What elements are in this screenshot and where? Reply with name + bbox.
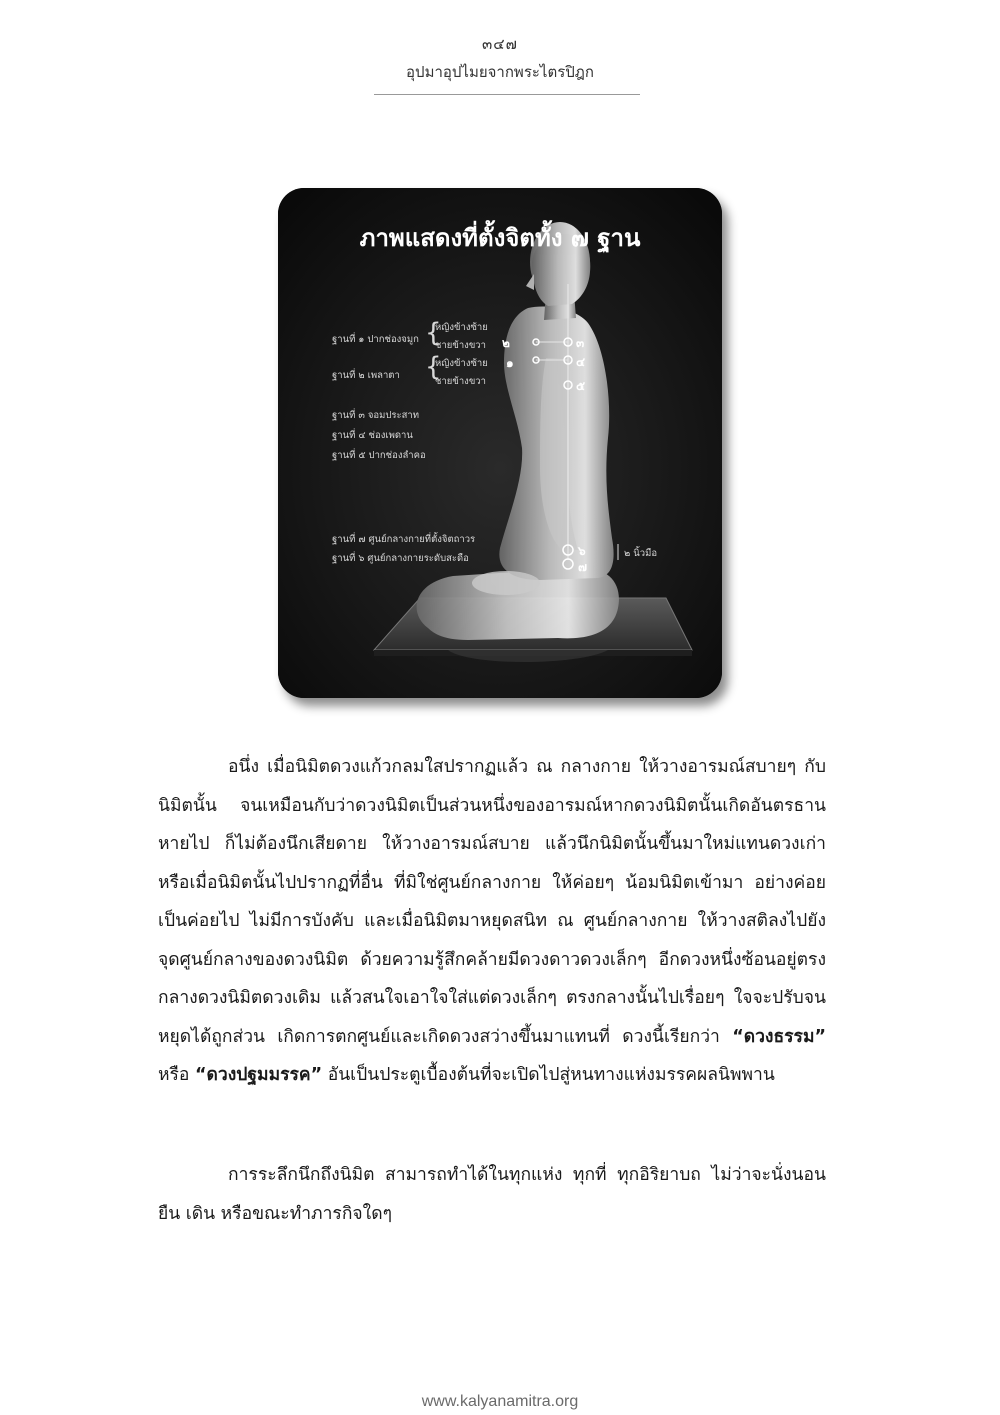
brace-base-2: { — [425, 352, 442, 382]
label-base-2-male: ชายข้างขวา — [435, 376, 486, 387]
label-base-4: ฐานที่ ๔ ช่องเพดาน — [332, 430, 413, 441]
marker-label-5: ๕ — [576, 379, 586, 393]
footer-url: www.kalyanamitra.org — [421, 1393, 579, 1410]
term-pathama-magga-sphere: “ดวงปฐมมรรค” — [195, 1065, 323, 1085]
label-base-5: ฐานที่ ๕ ปากช่องลำคอ — [332, 450, 426, 461]
running-title: อุปมาอุปไมยจากพระไตรปิฎก — [406, 63, 594, 81]
marker-label-7: ๗ — [578, 560, 588, 574]
meditation-bases-figure — [278, 188, 722, 698]
figure-title: ภาพแสดงที่ตั้งจิตทั้ง ๗ ฐาน — [359, 224, 641, 252]
seated-figure-illustration — [278, 188, 722, 698]
label-base-1: ฐานที่ ๑ ปากช่องจมูก — [332, 334, 419, 345]
paragraph-2 — [158, 1156, 826, 1233]
paragraph-1-text-c: อันเป็นประตูเบื้องต้นที่จะเปิดไปสู่หนทางแห่งมรรคผลนิพพาน — [327, 1065, 775, 1085]
label-base-2: ฐานที่ ๒ เพลาตา — [332, 370, 400, 381]
label-base-1-male: ชายข้างขวา — [435, 340, 486, 351]
label-base-7: ฐานที่ ๗ ศูนย์กลางกายที่ตั้งจิตถาวร — [332, 534, 476, 545]
header-divider — [374, 94, 640, 95]
paragraph-1 — [158, 748, 826, 1095]
label-base-2-female: หญิงข้างซ้าย — [435, 358, 488, 369]
marker-label-6: ๖ — [578, 544, 586, 558]
brace-base-1: { — [425, 318, 442, 348]
page-number: ๓๔๗ — [482, 35, 518, 53]
term-dhamma-sphere: “ดวงธรรม” — [732, 1026, 826, 1047]
paragraph-1-text-b: หรือ — [158, 1065, 190, 1085]
label-two-fingers: ๒ นิ้วมือ — [624, 548, 658, 559]
paragraph-1-text-a: อนึ่ง เมื่อนิมิตดวงแก้วกลมใสปรากฏแล้ว ณ กลางกาย ให้วางอารมณ์สบายๆ กับนิมิตนั้น จนเหมือนกับว่าดวงนิมิตเป็นส่วนหนึ่งของอารมณ์หากดวงนิมิตนั้นเกิดอันตรธานหายไป ก็ไม่ต้องนึกเสียดาย ให้วางอารมณ์สบาย แล้วนึกนิมิตนั้นขึ้นมาใหม่แทนดวงเก่า หรือเมื่อนิมิตนั้นไปปรากฏที่อื่น ที่มิใช่ศูนย์กลางกาย ให้ค่อยๆ น้อมนิมิตเข้ามา อย่างค่อยเป็นค่อยไป ไม่มีการบังคับ และเมื่อนิมิตมาหยุดสนิท ณ ศูนย์กลางกาย ให้วางสติลงไปยังจุดศูนย์กลางของดวงนิมิต ด้วยความรู้สึกคล้ายมีดวงดาวดวงเล็กๆ อีกดวงหนึ่งซ้อนอยู่ตรงกลางดวงนิมิตดวงเดิม แล้วสนใจเอาใจใส่แต่ดวงเล็กๆ ตรงกลางนั้นไปเรื่อยๆ ใจจะปรับจนหยุดได้ถูกส่วน เกิดการตกศูนย์และเกิดดวงสว่างขึ้นมาแทนที่ ดวงนี้เรียกว่า — [158, 757, 826, 1047]
marker-label-3: ๓ — [576, 336, 585, 350]
marker-label-4: ๔ — [576, 355, 586, 369]
paragraph-2-text: การระลึกนึกถึงนิมิต สามารถทำได้ในทุกแห่ง ทุกที่ ทุกอิริยาบถ ไม่ว่าจะนั่งนอน ยืน เดิน หรือขณะทำภารกิจใดๆ — [158, 1165, 826, 1224]
label-base-1-female: หญิงข้างซ้าย — [435, 322, 488, 333]
label-base-6: ฐานที่ ๖ ศูนย์กลางกายระดับสะดือ — [332, 553, 469, 564]
marker-label-1: ๑ — [506, 356, 514, 370]
marker-label-2: ๒ — [502, 336, 510, 350]
label-base-3: ฐานที่ ๓ จอมประสาท — [332, 410, 420, 421]
